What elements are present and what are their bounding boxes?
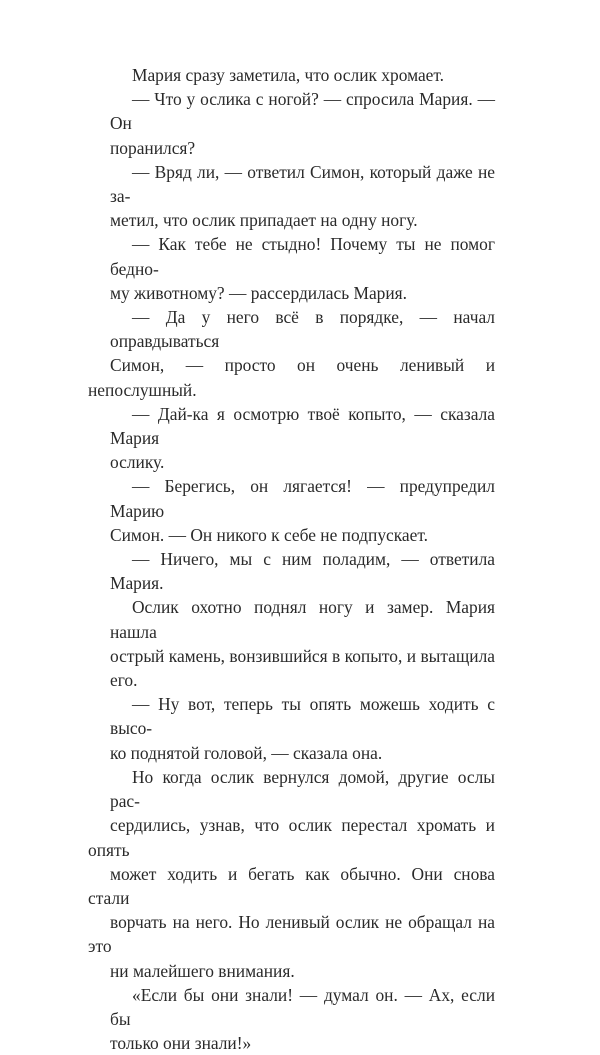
text-line: ворчать на него. Но ленивый ослик не обращал на это: [88, 912, 495, 957]
text-line: его.: [110, 670, 138, 691]
text-line: Мария сразу заметила, что ослик хромает.: [132, 65, 445, 85]
paragraph-9: [110, 595, 495, 692]
text-line: «Если бы они знали! — думал он. — Ах, если бы: [110, 984, 495, 1029]
text-line: поранился?: [110, 137, 196, 158]
paragraph-10: [110, 692, 495, 765]
paragraph-8: [110, 547, 495, 595]
text-line: — Вряд ли, — ответил Симон, который даже не за-: [110, 161, 495, 207]
text-line: ни малейшего внимания.: [110, 960, 295, 981]
paragraph-7: [110, 474, 495, 547]
paragraph-2: [110, 87, 495, 160]
text-line: му животному? — рассердилась Мария.: [110, 282, 408, 303]
paragraph-12: [110, 983, 495, 1055]
text-line: Симон. — Он никого к себе не подпускает.: [110, 524, 429, 545]
text-line: — Ничего, мы с ним поладим, — ответила Мария.: [110, 549, 495, 594]
book-page-text: [88, 63, 495, 1055]
paragraph-5: [88, 305, 495, 402]
text-line: — Дай-ка я осмотрю твоё копыто, — сказала Мария: [110, 403, 495, 449]
text-line: Ослик охотно поднял ногу и замер. Мария нашла: [110, 597, 495, 642]
paragraph-4: [110, 232, 495, 305]
text-line: Симон, — просто он очень ленивый и непослушный.: [88, 355, 495, 400]
paragraph-1: [110, 63, 495, 87]
text-line: Но когда ослик вернулся домой, другие ослы рас-: [110, 766, 495, 812]
paragraph-3: [110, 160, 495, 233]
text-line: — Берегись, он лягается! — предупредил Марию: [110, 476, 495, 521]
text-line: метил, что ослик припадает на одну ногу.: [110, 210, 418, 231]
text-line: — Ну вот, теперь ты опять можешь ходить с высо-: [110, 694, 495, 739]
paragraph-11: [88, 765, 495, 983]
text-line: ко поднятой головой, — сказала она.: [110, 742, 383, 763]
text-line: ослику.: [110, 452, 165, 473]
text-line: — Да у него всё в порядке, — начал оправдываться: [110, 307, 495, 352]
text-line: — Как тебе не стыдно! Почему ты не помог бедно-: [110, 234, 495, 279]
text-line: острый камень, вонзившийся в копыто, и вытащила: [110, 645, 495, 666]
paragraph-6: [110, 402, 495, 475]
text-line: только они знали!»: [110, 1033, 252, 1054]
text-line: сердились, узнав, что ослик перестал хромать и опять: [88, 815, 495, 860]
text-line: может ходить и бегать как обычно. Они снова стали: [88, 863, 495, 908]
text-line: — Что у ослика с ногой? — спросила Мария. — Он: [110, 89, 495, 134]
